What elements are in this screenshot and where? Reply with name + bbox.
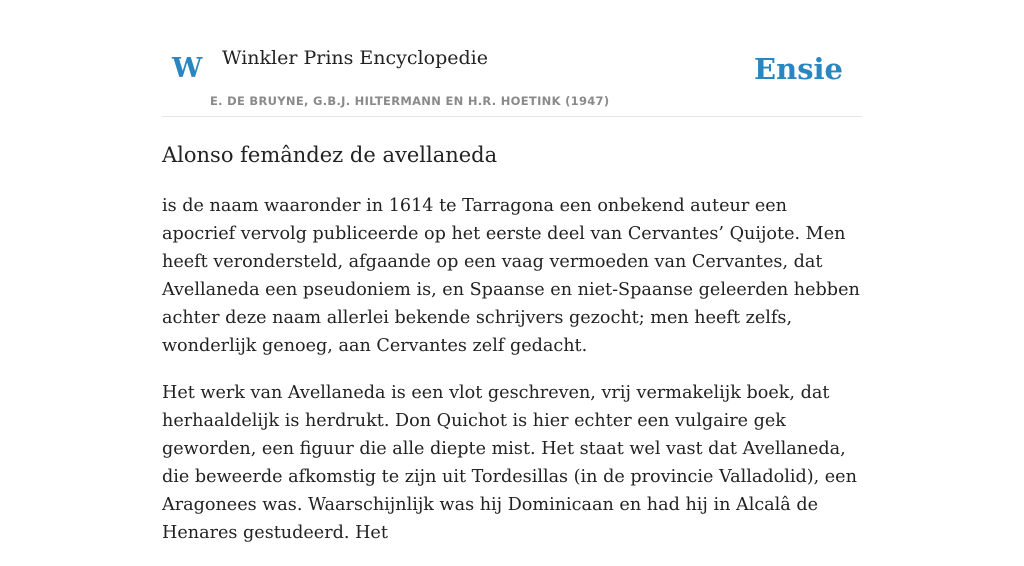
publication-title[interactable]: Winkler Prins Encyclopedie xyxy=(222,47,488,69)
page xyxy=(162,0,862,543)
ensie-brand-logo[interactable]: Ensie xyxy=(754,52,843,86)
publication-authors: E. DE BRUYNE, G.B.J. HILTERMANN EN H.R. HOETINK (1947) xyxy=(210,94,610,108)
article-body xyxy=(162,192,862,566)
article-paragraph-1: is de naam waaronder in 1614 te Tarragona een onbekend auteur een apocrief vervolg publiceerde op het eerste deel van Cervantes’ Quijote. Men heeft verondersteld, afgaande op een vaag vermoeden van Cervantes, dat Avellaneda een pseudoniem is, en Spaanse en niet-Spaanse geleerden hebben achter deze naam allerlei bekende schrijvers gezocht; men heeft zelfs, wonderlijk genoeg, aan Cervantes zelf gedacht. xyxy=(162,196,860,356)
article-title: Alonso femândez de avellaneda xyxy=(162,143,498,167)
winkler-prins-logo-icon: W xyxy=(172,53,203,84)
encyclopedia-header xyxy=(162,0,862,117)
article-paragraph-2: Het werk van Avellaneda is een vlot geschreven, vrij vermakelijk boek, dat herhaaldelijk is herdrukt. Don Quichot is hier echter een vulgaire gek geworden, een figuur die alle diepte mist. Het staat wel vast dat Avellaneda, die beweerde afkomstig te zijn uit Tordesillas (in de provincie Valladolid), een Aragonees was. Waarschijnlijk was hij Dominicaan en had hij in Alcalâ de Henares gestudeerd. Het xyxy=(162,383,857,543)
